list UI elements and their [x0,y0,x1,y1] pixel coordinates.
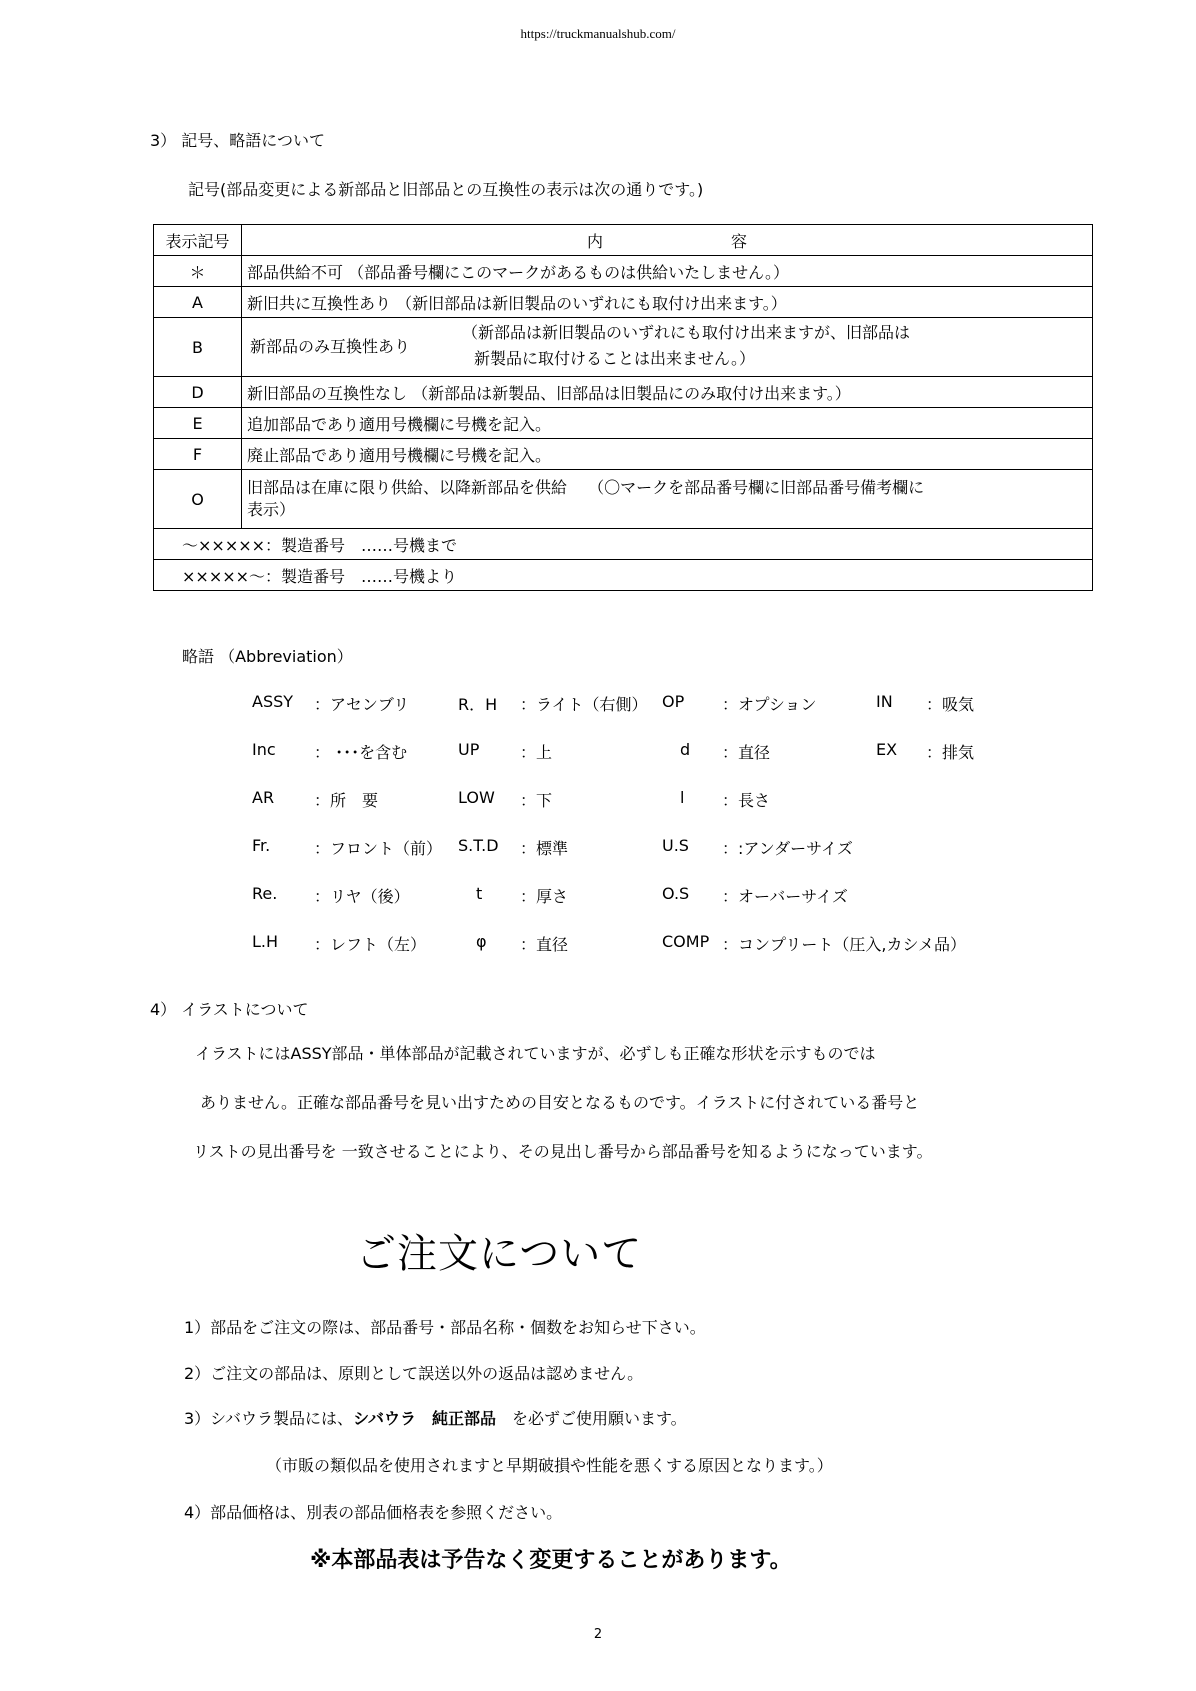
description-cell: 新旧共に互換性あり （新旧部品は新旧製品のいずれにも取付け出来ます。） [242,287,1093,318]
table-header-row [154,225,1093,256]
symbol-cell: F [154,439,242,470]
abbreviation-meaning: ：フロント（前） [314,839,443,858]
abbreviation-term: l [680,788,685,807]
abbreviation-meaning: ：長さ [722,791,771,810]
abbreviation-term: d [680,740,691,759]
table-row [154,560,1093,591]
order-item-4: 4）部品価格は、別表の部品価格表を参照ください。 [184,1503,563,1522]
order-item-3 [184,1406,687,1429]
genuine-parts-label: シバウラ 純正部品 [353,1409,496,1428]
symbol-cell: ＊ [154,256,242,287]
symbol-cell: E [154,408,242,439]
table-row [154,470,1093,529]
o-line2: 表示） [247,500,296,519]
table-row [154,318,1093,377]
abbreviation-term: OP [662,692,685,711]
abbreviation-meaning: ：リヤ（後） [314,887,410,906]
order-item-3-note: （市販の類似品を使用されますと早期破損や性能を悪くする原因となります。） [266,1456,833,1475]
abbreviation-term: LOW [458,788,495,807]
section-4-title: 4） イラストについて [150,1000,309,1019]
symbol-table [153,224,1093,591]
abbreviation-term: S.T.D [458,836,499,855]
description-cell: 追加部品であり適用号機欄に号機を記入。 [242,408,1093,439]
description-cell: 新旧部品の互換性なし （新部品は新製品、旧部品は旧製品にのみ取付け出来ます。） [242,377,1093,408]
b-note-line2: 新製品に取付けることは出来ません。） [474,349,755,368]
abbreviation-meaning: ：:アンダーサイズ [722,839,853,858]
table-row [154,529,1093,560]
o-line1: 旧部品は在庫に限り供給、以降新部品を供給 （〇マークを部品番号欄に旧部品番号備考欄に [247,478,925,497]
page-number: 2 [593,1627,603,1642]
illustration-paragraph-line1: イラストにはASSY部品・単体部品が記載されていますが、必ずしも正確な形状を示すものでは [195,1044,876,1063]
symbol-cell: A [154,287,242,318]
abbreviation-meaning: ：アセンブリ [314,695,410,714]
abbreviation-term: O.S [662,884,690,903]
abbreviation-term: COMP [662,932,710,951]
table-row [154,377,1093,408]
abbreviation-meaning: ：コンプリート（圧入,カシメ品） [722,935,966,954]
description-cell: 廃止部品であり適用号機欄に号機を記入。 [242,439,1093,470]
symbol-cell: O [154,470,242,529]
table-row [154,256,1093,287]
b-note-line1: （新部品は新旧製品のいずれにも取付け出来ますが、旧部品は [462,323,911,342]
symbol-cell: D [154,377,242,408]
description-cell [242,318,1093,377]
abbreviation-term: t [476,884,483,903]
header-url[interactable]: https://truckmanualshub.com/ [520,26,676,41]
table-row [154,408,1093,439]
order-title: ご注文について [356,1231,643,1277]
abbreviation-meaning: ：排気 [926,743,975,762]
b-label: 新部品のみ互換性あり [250,337,411,356]
abbreviation-meaning: ：レフト（左） [314,935,427,954]
abbreviation-term: Re. [252,884,278,903]
abbreviation-meaning: ：下 [520,791,553,810]
abbreviation-meaning: ：直径 [722,743,771,762]
description-cell: 部品供給不可 （部品番号欄にこのマークがあるものは供給いたしません。） [242,256,1093,287]
description-cell [242,470,1093,529]
abbreviation-term: Fr. [252,836,271,855]
abbreviation-meaning: ：吸気 [926,695,975,714]
abbreviation-title: 略語 （Abbreviation） [182,647,353,666]
abbreviation-term: AR [252,788,275,807]
serial-from-cell: ×××××～：製造番号 ……号機より [154,560,1093,591]
table-row [154,287,1093,318]
header-symbol: 表示記号 [154,225,242,256]
table-row [154,439,1093,470]
abbreviation-term: ASSY [252,692,294,711]
abbreviation-meaning: ：標準 [520,839,569,858]
abbreviation-meaning: ：上 [520,743,553,762]
order-item-3-suffix: を必ずご使用願います。 [495,1409,687,1428]
serial-until-cell: ～×××××：製造番号 ……号機まで [154,529,1093,560]
abbreviation-term: IN [876,692,893,711]
abbreviation-meaning: ：直径 [520,935,569,954]
abbreviation-meaning: ： ･･･を含む [314,743,408,762]
abbreviation-term: φ [476,932,487,951]
header-content: 内 容 [242,225,1093,256]
order-item-3-prefix: 3）シバウラ製品には、 [184,1409,354,1428]
abbreviation-meaning: ：オプション [722,695,817,714]
abbreviation-meaning: ：オーバーサイズ [722,887,848,906]
abbreviation-meaning: ：所 要 [314,791,379,810]
change-notice: ※本部品表は予告なく変更することがあります。 [310,1548,792,1573]
abbreviation-term: U.S [662,836,689,855]
abbreviation-term: L.H [252,932,279,951]
symbol-intro: 記号(部品変更による新部品と旧部品との互換性の表示は次の通りです。) [188,180,704,199]
illustration-paragraph-line2: ありません。正確な部品番号を見い出すための目安となるものです。イラストに付されている番号と [200,1093,920,1112]
abbreviation-term: UP [458,740,480,759]
abbreviation-term: Inc [252,740,276,759]
symbol-cell: B [154,318,242,377]
abbreviation-meaning: ：ライト（右側） [520,695,648,714]
abbreviation-term: R．H [458,695,498,714]
abbreviation-meaning: ：厚さ [520,887,569,906]
order-item-2: 2）ご注文の部品は、原則として誤送以外の返品は認めません。 [184,1364,644,1383]
section-3-title: 3） 記号、略語について [150,131,325,150]
abbreviation-term: EX [876,740,898,759]
illustration-paragraph-line3: リストの見出番号を 一致させることにより、その見出し番号から部品番号を知るようになっています。 [193,1142,933,1161]
order-item-1: 1）部品をご注文の際は、部品番号・部品名称・個数をお知らせ下さい。 [184,1318,706,1337]
